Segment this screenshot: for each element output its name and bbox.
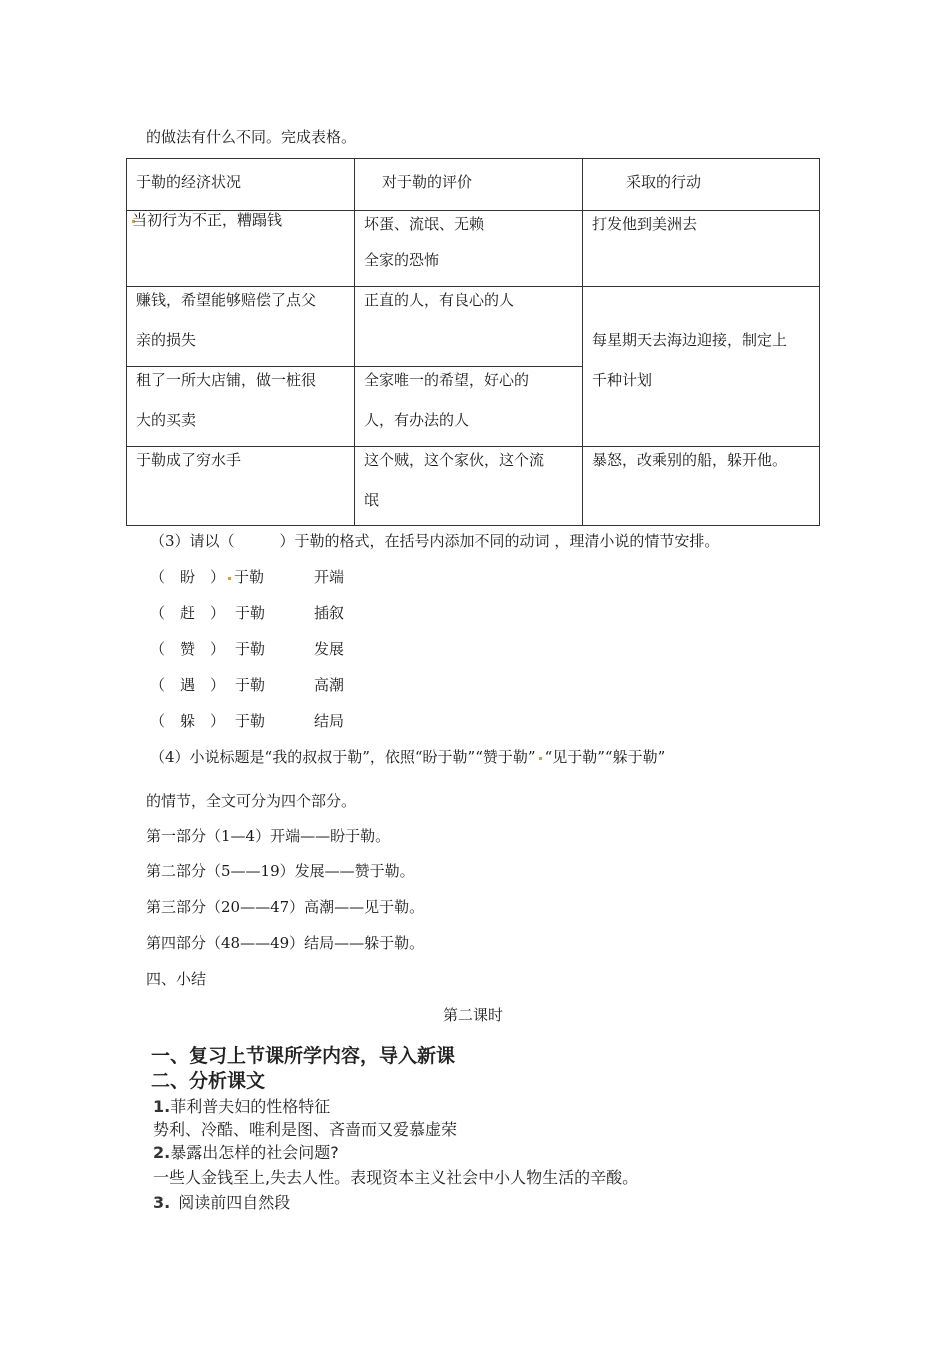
- plot-row: [150, 710, 265, 731]
- table-border-bottom: [126, 525, 820, 526]
- part-1: 第一部分（1—4）开端——盼于勒。: [146, 827, 391, 845]
- table-cell-r1-c3: 打发他到美洲去: [592, 215, 698, 233]
- plot-verb: （ 遇 ）: [150, 676, 226, 694]
- table-cell-r4-c2a: 这个贼，这个家伙，这个流: [364, 451, 545, 469]
- outline-item-text: 暴露出怎样的社会问题?: [170, 1143, 339, 1162]
- question-4-line-2: 的情节，全文可分为四个部分。: [146, 792, 357, 810]
- table-header-economy: 于勒的经济状况: [136, 173, 242, 191]
- table-cell-r3-c2a: 全家唯一的希望，好心的: [364, 371, 530, 389]
- table-cell-r2-c1a: 赚钱，希望能够赔偿了点父: [136, 291, 317, 309]
- plot-row: [150, 566, 264, 587]
- outline-item-text: 菲利普夫妇的性格特征: [170, 1097, 331, 1116]
- outline-item-2: [153, 1140, 339, 1163]
- question-4-part-b: “见于勒”“躲于勒”: [544, 748, 666, 766]
- plot-verb: （ 躲 ）: [150, 712, 226, 730]
- outline-item-number: 1.: [153, 1097, 171, 1116]
- outline-heading-2: 二、分析课文: [151, 1070, 266, 1092]
- table-border-left: [126, 158, 127, 526]
- table-cell-r1-c2b: 全家的恐怖: [364, 251, 440, 269]
- outline-item-1: [153, 1094, 330, 1117]
- outline-item-number: 2.: [153, 1143, 171, 1162]
- table-col-divider-1: [354, 158, 355, 526]
- summary-heading: 四、小结: [146, 970, 207, 988]
- table-cell-r1-c1-text: 当初行为不正，糟蹋钱: [132, 211, 283, 229]
- plot-stage: 发展: [314, 640, 345, 658]
- outline-item-3: [153, 1190, 290, 1213]
- table-header-action: 采取的行动: [626, 173, 702, 191]
- plot-row: [150, 602, 265, 623]
- question-4-part-a: （4）小说标题是“我的叔叔于勒”，依照“盼于勒”“赞于勒”: [150, 748, 536, 766]
- table-col-divider-2: [582, 158, 583, 526]
- table-header-evaluation: 对于勒的评价: [382, 173, 473, 191]
- table-cell-r4-c3: 暴怒，改乘别的船，躲开他。: [592, 451, 788, 469]
- outline-answer-2: 一些人金钱至上,失去人性。表现资本主义社会中小人物生活的辛酸。: [153, 1168, 639, 1187]
- part-3: 第三部分（20——47）高潮——见于勒。: [146, 898, 425, 916]
- plot-name: 于勒: [235, 676, 266, 694]
- table-cell-r2-c2: 正直的人，有良心的人: [364, 291, 515, 309]
- plot-row: [150, 638, 265, 659]
- table-border-right: [819, 158, 820, 526]
- outline-item-text: 阅读前四自然段: [178, 1193, 291, 1212]
- table-cell-merged-c3a: 每星期天去海边迎接，制定上: [592, 331, 788, 349]
- table-cell-r3-c1a: 租了一所大店铺，做一桩很: [136, 371, 317, 389]
- table-cell-merged-c3b: 千种计划: [592, 371, 653, 389]
- margin-mark: [228, 577, 231, 580]
- question-3: （3）请以（ ）于勒的格式，在括号内添加不同的动词 ，理清小说的情节安排。: [150, 532, 720, 550]
- outline-heading-1: 一、复习上节课所学内容，导入新课: [151, 1045, 456, 1067]
- plot-stage: 插叙: [314, 604, 345, 622]
- table-cell-r1-c1: [132, 200, 282, 240]
- plot-name: 于勒: [234, 568, 265, 586]
- plot-verb: （ 赶 ）: [150, 604, 226, 622]
- plot-verb: （ 赞 ）: [150, 640, 226, 658]
- table-cell-r3-c2b: 人，有办法的人: [364, 411, 470, 429]
- outline-answer-1: 势利、冷酷、唯利是图、吝啬而又爱慕虚荣: [153, 1120, 458, 1139]
- table-cell-r1-c2a: 坏蛋、流氓、无赖: [364, 215, 485, 233]
- plot-name: 于勒: [235, 712, 266, 730]
- plot-stage: 高潮: [314, 676, 345, 694]
- plot-verb: （ 盼 ）: [150, 568, 226, 586]
- plot-stage: 结局: [314, 712, 345, 730]
- table-cell-r4-c2b: 氓: [364, 491, 380, 509]
- lesson-2-title: 第二课时: [443, 1006, 504, 1024]
- part-4: 第四部分（48——49）结局——躲于勒。: [146, 934, 425, 952]
- plot-stage: 开端: [314, 568, 345, 586]
- intro-line: 的做法有什么不同。完成表格。: [146, 128, 357, 146]
- table-cell-r4-c1: 于勒成了穷水手: [136, 451, 242, 469]
- plot-name: 于勒: [235, 604, 266, 622]
- outline-item-number: 3.: [153, 1193, 171, 1212]
- comparison-table: [126, 158, 820, 526]
- plot-name: 于勒: [235, 640, 266, 658]
- table-cell-r2-c1b: 亲的损失: [136, 331, 197, 349]
- question-4-line-1: [150, 746, 665, 767]
- margin-mark: [539, 757, 542, 760]
- table-border-top: [126, 158, 820, 159]
- part-2: 第二部分（5——19）发展——赞于勒。: [146, 862, 415, 880]
- plot-row: [150, 674, 265, 695]
- table-cell-r3-c1b: 大的买卖: [136, 411, 197, 429]
